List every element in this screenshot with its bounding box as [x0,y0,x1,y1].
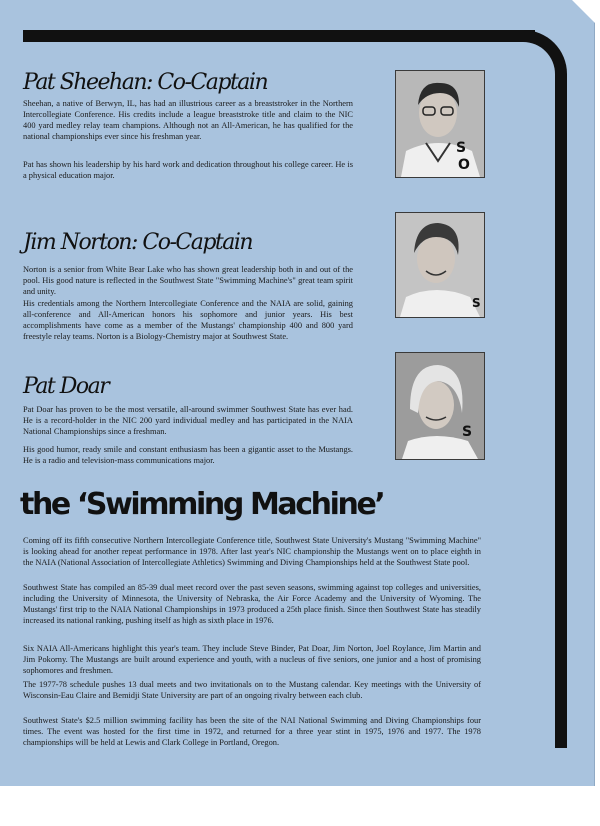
jersey-letter: S [456,140,467,156]
portrait-image [396,213,484,317]
profile-paragraph: Pat Doar has proven to be the most versatile, all-around swimmer Southwest State has ever had. He is a record-holder in the NIC 200 yard individual medley and has participated in the NAIA National Championships since a freshman. [23,405,353,436]
section-paragraph: Six NAIA All-Americans highlight this year's team. They include Steve Binder, Pat Doar, Jim Norton, Joel Roylance, Jim Martin and Jim Pokorny. The Mustangs are built around experience and youth, with a nucleus of five seniors, one junior and a host of promising sophomores and freshmen. [23,644,481,675]
profile-photo-sheehan [395,70,485,178]
jersey-letter: S [462,424,473,440]
section-paragraph: The 1977-78 schedule pushes 13 dual meets and two invitationals on to the Mustang calendar. Key meetings with the University of Wisconsin-Eau Claire and Bemidji State University are part of an ongoing rivalry between each club. [23,680,481,700]
profile-paragraph: Norton is a senior from White Bear Lake who has shown great leadership both in and out of the pool. His good nature is reflected in the Southwest State "Swimming Machine's" great team spirit and unity. [23,265,353,296]
section-paragraph: Coming off its fifth consecutive Northern Intercollegiate Conference title, Southwest State University's Mustang "Swimming Machine" is looking ahead for another repeat performance in 1978. After last year's NIC championship the Mustangs went on to place eighth in the NAIA (National Association of Intercollegiate Athletics) Swimming and Diving Championships held at the Southwest State pool. [23,536,481,567]
profile-photo-doar [395,352,485,460]
profile-paragraph: Sheehan, a native of Berwyn, IL, has had an illustrious career as a breaststroker in the Northern Intercollegiate Conference. His credits include a league breaststroke title and claim to the NIC 400 yard medley relay team champions. Although not an All-American, he has qualified for the national championships ever since his freshman year. [23,99,353,141]
section-paragraph: Southwest State's $2.5 million swimming facility has been the site of the NAI National Swimming and Diving Championships four times. The event was hosted for the first time in 1972, and returned for a three year stint in 1975, 1976 and 1977. The 1978 championships will be held at Lewis and Clark College in Portland, Oregon. [23,716,481,747]
profile-paragraph: His good humor, ready smile and constant enthusiasm has been a gigantic asset to the Mustangs. He is a radio and television-mass communications major. [23,445,353,465]
profile-name-sheehan: Pat Sheehan: Co-Captain [23,70,268,95]
profile-name-norton: Jim Norton: Co-Captain [23,230,253,255]
jersey-letter: O [458,157,470,173]
right-border-bar [523,30,567,748]
profile-paragraph: His credentials among the Northern Intercollegiate Conference and the NAIA are solid, gaining all-conference and All-American honors his sophomore and junior years. His best accomplishments have come as a member of the Mustangs' championship 400 and 800 yard freestyle relay teams. Norton is a Biology-Chemistry major at Southwest State. [23,299,353,341]
jersey-letter: S [472,296,481,310]
section-paragraph: Southwest State has compiled an 85-39 dual meet record over the past seven seasons, swimming against top colleges and universities, including the University of Minnesota, the University of Nebraska, the Air Force Academy and the University of Wyoming. The Mustangs' first trip to the NAIA National Championships in 1973 produced a 25th place finish. Since then Southwest State has steadily increased its national ranking, pushing itself as high as sixth place in 1976. [23,583,481,625]
portrait-image [396,353,484,459]
portrait-image [396,71,484,177]
page-corner-fold [572,0,600,28]
profile-name-doar: Pat Doar [23,374,109,399]
profile-paragraph: Pat has shown his leadership by his hard work and dedication throughout his college career. He is a physical education major. [23,160,353,180]
top-border-bar [23,30,535,42]
section-heading: the ‘Swimming Machine’ [20,487,384,522]
